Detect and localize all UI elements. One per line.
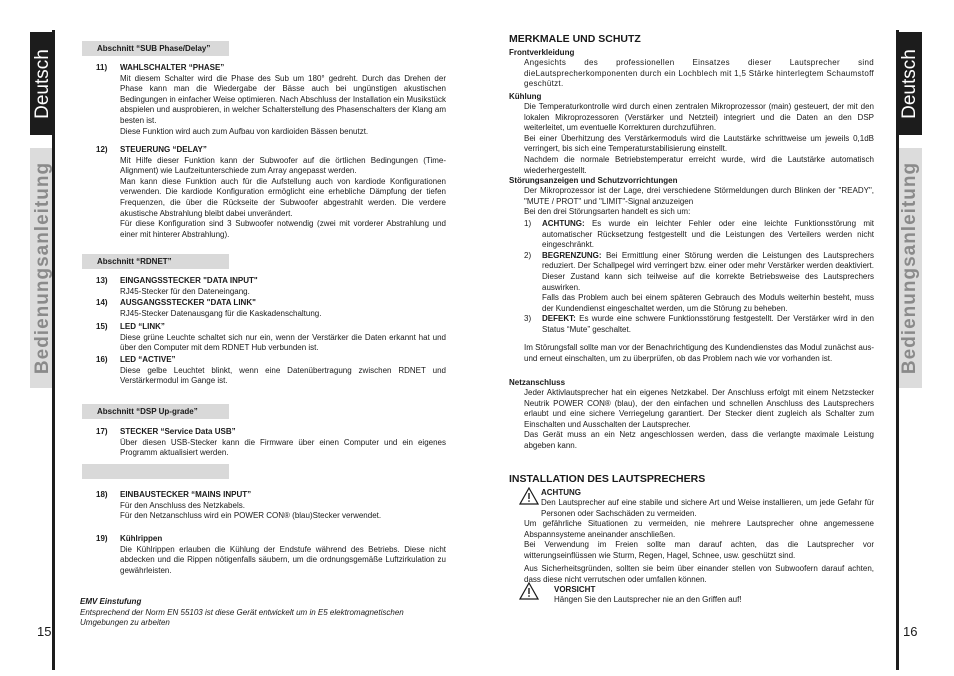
item-text: Die Kühlrippen erlauben die Kühlung der Endstufe während des Betriebs. Diese nicht abdecken und die Rippen nötigenfalls säubern, um die ordnungsgemäße Luftzirkulation zu gewährleisten. [120,544,446,575]
manual-tab-label: Bedienungsanleitung [898,161,920,375]
page-number: 15 [37,624,52,639]
item-number: 11) [96,63,108,72]
fault-item-2: 2) BEGRENZUNG: Bei Ermittlung einer Störung werden die Leistungen des Lautsprechers reduziert. Der Schallpegel wird verringert bzw. einer oder mehr Verstärker werden deaktiviert. Dieser Zustand kann sich teilweise auf die korrekte Betriebsweise des Lautsprechers auswirken. Falls das Problem auch bei einem späteren Gebrauch des Moduls weiterhin besteht, muss der Kundendienst eingeschaltet werden, um die Störung zu beheben. [524,250,874,313]
subheading-cooling: Kühlung [509,92,542,101]
item-text: Über diesen USB-Stecker kann die Firmware über einen Computer und ein eigenes Programm aktualisiert werden. [120,437,446,458]
left-edge-bar [52,30,55,670]
item-18 [96,490,446,522]
text-mains-block [524,388,874,452]
item-14 [96,298,446,319]
emv-block [80,597,450,629]
item-text: RJ45-Stecker Datenausgang für die Kaskadenschaltung. [120,308,322,318]
language-tab-label: Deutsch [31,48,53,119]
item-text: Diese gelbe Leuchtet blinkt, wenn eine Datenübertragung zwischen RDNET und Verstärkermodul im Gange ist. [120,365,446,386]
caution-label: VORSICHT [554,585,596,594]
item-17 [96,427,446,459]
text-cooling: Die Temperaturkontrolle wird durch einen zentralen Mikroprozessor (main) gesteuert, der mit den lokalen Mikroprozessoren (Verstärker und Netzteil) integriert und die Daten an den DSP weiterleitet, um eventuelle Korrekturen durchzuführen. [524,102,874,133]
text-cooling: Nachdem die normale Betriebstemperatur erreicht wurde, wird die Lautstärke automatisch wiederhergestellt. [524,154,874,175]
item-11 [96,63,446,137]
item-number: 14) [96,298,108,307]
text-mains: Jeder Aktivlautsprecher hat ein eigenes Netzkabel. Der Anschluss erfolgt mit einem Netzstecker Neutrik POWER CON® (blau), der den einfachen und schnellen Anschluss des Lautsprechers erlaubt und eine sichere Verriegelung garantiert. Der Stecker dient zugleich als Schalter zum Einschalten und Ausschalten der Lautsprecher. [524,388,874,429]
item-number: 15) [96,322,108,331]
item-12 [96,145,446,240]
item-13 [96,276,446,297]
item-heading: STEUERUNG “DELAY” [120,145,207,154]
item-number: 16) [96,355,108,364]
text-faults-note: Im Störungsfall sollte man vor der Benachrichtigung des Kundendienstes das Modul zunächst aus- und erneut einschalten, um zu überprüfen, ob das Problem nach wie vor vorhanden ist. [524,343,874,363]
item-text: Diese Funktion wird auch zum Aufbau von kardioiden Bässen benutzt. [120,126,369,136]
item-text: RJ45-Stecker für den Dateneingang. [120,286,250,296]
item-number: 19) [96,534,108,543]
text-faults-block [524,186,874,218]
language-tab-label: Deutsch [898,48,920,119]
fault-item-3: 3) DEFEKT: Es wurde eine schwere Funktionsstörung festgestellt. Der Verstärker wird in den Status “Mute” geschaltet. [524,314,874,334]
subheading-faults: Störungsanzeigen und Schutzvorrichtungen [509,176,678,185]
right-edge-bar [896,30,899,670]
item-heading: Kühlrippen [120,534,163,543]
warning-label: ACHTUNG [541,488,581,497]
item-15 [96,322,446,354]
text-install-1: Den Lautsprecher auf eine stabile und sichere Art und Weise installieren, um jede Gefahr für Personen oder Sachschäden zu vermeiden. [541,498,874,518]
emv-text: Entsprechend der Norm EN 55103 ist diese Gerät entwickelt um in E5 elektromagnetischen Umgebungen zu arbeiten [80,607,404,628]
text-mains: Das Gerät muss an ein Netz angeschlossen werden, dass die verlangte maximale Leistung abgeben kann. [524,430,874,450]
item-16 [96,355,446,387]
section-header-dsp: Abschnitt “DSP Up-grade” [82,404,229,419]
item-text: Für den Anschluss des Netzkabels. [120,500,245,510]
item-heading: LED “ACTIVE” [120,355,176,364]
page-number: 16 [903,624,918,639]
warning-icon [519,487,539,505]
emv-title: EMV Einstufung [80,597,142,606]
language-tab [897,32,922,135]
text-cooling-block [524,102,874,176]
section-heading-installation: INSTALLATION DES LAUTSPRECHERS [509,473,706,485]
manual-tab-label: Bedienungsanleitung [31,161,53,375]
right-page [477,0,954,676]
item-heading: STECKER “Service Data USB” [120,427,236,436]
caution-icon [519,582,539,600]
text-install: Bei Verwendung im Freien sollte man darauf achten, das die Lautsprecher vor witterungseinflüssen wie Sturm, Regen, Hagel, Schnee, usw. geschützt sind. [524,540,874,560]
text-install: Um gefährliche Situationen zu vermeiden, nie mehrere Lautsprecher ohne angemessene Abspannsysteme aneinander anschließen. [524,519,874,539]
item-heading: WAHLSCHALTER “PHASE” [120,63,225,72]
item-number: 13) [96,276,108,285]
item-heading: LED “LINK” [120,322,165,331]
text-caution: Hängen Sie den Lautsprecher nie an den Griffen auf! [554,595,742,604]
item-number: 12) [96,145,108,154]
item-19 [96,534,446,576]
item-text: Mit diesem Schalter wird die Phase des Sub um 180° gedreht. Durch das Drehen der Phase kann man die Wiedergabe der Bässe auch bei ungünstigen akustischen Bedingungen in einfacher Weise optimieren. Nach Abschluss der Installation ein Musikstück abspielen und ausprobieren, in welcher Schalterstellung des Phasenschalters der Klang am besten ist. [120,73,446,125]
text-front: Angesichts des professionellen Einsatzes dieser Lautsprecher sind dieLautsprecherkomponenten durch ein Lochblech mit 1,5 Stärke hinterlegtem Schaumstoff geschützt. [524,58,874,89]
item-number: 17) [96,427,108,436]
item-text: Man kann diese Funktion auch für die Aufstellung auch von kardiode Konfigurationen verwenden. Die kardiode Konfiguration ermöglicht eine erhebliche Dämpfung der tiefen Frequenzen, die über die Rückseite der Subwoofer abgestrahlt werden. Die verdere akustische Abstrahlung bleibt dabei unverändert. [120,176,446,218]
item-text: Diese grüne Leuchte schaltet sich nur ein, wenn der Verstärker die Daten erkannt hat und über den Computer mit dem RDNET Hub verbunden ist. [120,332,446,353]
item-text: Mit Hilfe dieser Funktion kann der Subwoofer auf die örtlichen Bedingungen (Time-Alignment) wie Laufzeitunterschiede zum Array angepasst werden. [120,155,446,176]
text-cooling: Bei einer Überhitzung des Verstärkermoduls wird die Lautstärke schrittweise um jeweils 0,1dB verringert, bis sich eine Temperaturstabilisierung einstellt. [524,133,874,154]
section-header-sub: Abschnitt “SUB Phase/Delay” [82,41,229,56]
subheading-mains: Netzanschluss [509,378,566,387]
text-install: Aus Sicherheitsgründen, sollten sie beim über einander stellen von Subwoofern darauf achten, dass diese nicht verrutschen oder umfallen können. [524,564,874,584]
item-text: Für den Netzanschluss wird ein POWER CON® (blau)Stecker verwendet. [120,511,382,521]
item-heading: EINGANGSSTECKER "DATA INPUT" [120,276,258,285]
subheading-front: Frontverkleidung [509,48,575,57]
section-header-empty [82,464,229,479]
text-install-block [524,519,874,586]
section-header-rdnet: Abschnitt “RDNET” [82,254,229,269]
item-text: Für diese Konfiguration sind 3 Subwoofer notwendig (zwei mit vorderer Abstrahlung und einer mit hinterer Abstrahlung). [120,219,446,239]
item-number: 18) [96,490,108,499]
text-faults: Bei den drei Störungsarten handelt es sich um: [524,207,691,217]
text-faults: Der Mikroprozessor ist der Lage, drei verschiedene Störmeldungen durch Blinken der "READY", "MUTE / PROT" und "LIMIT"-Signal anzuzeigen [524,186,874,206]
item-heading: EINBAUSTECKER “MAINS INPUT” [120,490,252,499]
fault-item-1: 1) ACHTUNG: Es wurde ein leichter Fehler oder eine leichte Funktionsstörung mit automatischer Rücksetzung festgestellt und die Leistungen des Verteilers werden nicht eingeschränkt. [524,219,874,250]
manual-tab [897,148,922,388]
fault-list [524,219,874,336]
item-heading: AUSGANGSSTECKER "DATA LINK" [120,298,256,307]
section-heading-features: MERKMALE UND SCHUTZ [509,33,641,45]
